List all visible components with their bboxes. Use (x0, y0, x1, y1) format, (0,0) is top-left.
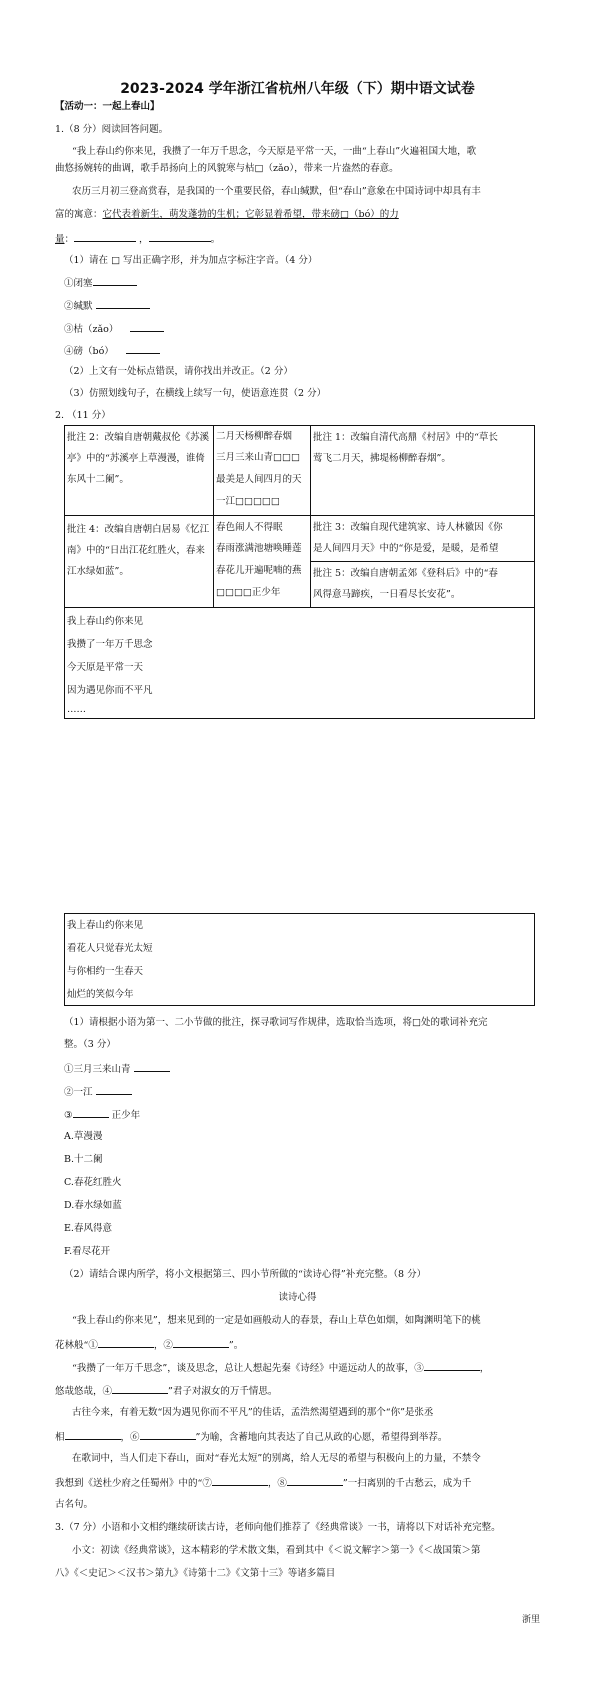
q1-sub1: （1）请在 □ 写出正确字形，并为加点字标注字音。（4 分） (64, 255, 318, 266)
answer-blank[interactable] (173, 1338, 229, 1348)
answer-blank-1[interactable] (74, 232, 136, 242)
option-a: A.草漫漫 (64, 1131, 103, 1142)
notes-para1-line2 (55, 1338, 243, 1352)
cell-line: 春色闹人不得眠 (216, 522, 283, 533)
notes-para4-line3: 古名句。 (55, 1499, 94, 1510)
lyrics-annotation-table (64, 425, 535, 719)
lyrics-stanza-2 (64, 913, 535, 1006)
page-footer: 浙里 (521, 1615, 540, 1625)
notes-title: 读诗心得 (278, 1292, 317, 1303)
notes-para4-line1: 在歌词中，当人们走下春山，面对“春光太短”的别离，给人无尽的希望与积极向上的力量，不禁令 (72, 1453, 481, 1464)
fill-item-1 (64, 1062, 170, 1076)
item-label: ②缄默 (64, 301, 93, 312)
cell-line: 三月三来山青□□□ (216, 452, 300, 463)
activity-heading: 【活动一：一起上春山】 (55, 101, 160, 112)
q1-para2-line3: 量： ， 。 (55, 234, 221, 245)
cell-line: 一江□□□□□ (216, 496, 280, 507)
lyric-line: 与你相约一生春天 (67, 966, 144, 977)
answer-blank[interactable] (73, 1108, 109, 1118)
answer-blank[interactable] (287, 1476, 343, 1486)
notes-text: 我想到《送杜少府之任蜀州》中的“⑦ (55, 1478, 212, 1489)
cell-line: 批注 2：改编自唐朝戴叔伦《苏溪 (67, 432, 210, 443)
page-title: 2023-2024 学年浙江省杭州八年级（下）期中语文试卷 (120, 81, 475, 97)
notes-text: 相 (55, 1432, 65, 1443)
item-label: ④磅（bó） (64, 346, 114, 357)
answer-blank[interactable] (134, 1062, 170, 1072)
q1-item-3 (64, 322, 164, 336)
underlined-sentence: 它代表着新生，萌发蓬勃的生机；它彰显着希望，带来磅□（bó）的力 (102, 209, 399, 220)
answer-blank[interactable] (140, 1430, 196, 1440)
cell-line: 最美是人间四月的天 (216, 474, 302, 485)
answer-blank[interactable] (93, 276, 137, 286)
lyrics-cell-1 (214, 426, 311, 516)
notes-para3-line2 (55, 1430, 447, 1444)
q2-sub1-line1: （1）请根据小语为第一、二小节做的批注，探寻歌词写作规律，选取恰当选项，将□处的歌词补充完 (64, 1017, 488, 1028)
notes-text: 花林般“① (55, 1340, 98, 1351)
notes-para2-line2 (55, 1384, 277, 1398)
option-f: F.看尽花开 (64, 1246, 111, 1257)
lyrics-cell-2 (214, 516, 311, 608)
answer-blank[interactable] (96, 299, 150, 309)
item-label: ①闭塞 (64, 278, 93, 289)
cell-line: 批注 5：改编自唐朝孟郊《登科后》中的“春 (313, 568, 498, 579)
cell-line: 南》中的“日出江花红胜火，春来 (67, 545, 205, 556)
cell-line: 风得意马蹄疾，一日看尽长安花”。 (313, 589, 461, 600)
option-b: B.十二阑 (64, 1154, 103, 1165)
q1-item-4 (64, 344, 160, 358)
notes-para2-line1 (72, 1361, 489, 1375)
answer-blank[interactable] (98, 1338, 154, 1348)
q1-para1-line1: “我上春山约你来见，我攒了一年万千思念，今天原是平常一天，一曲“上春山”火遍祖国大地，歌 (72, 146, 477, 157)
q1-para1-line2: 曲悠扬婉转的曲调，歌手昂扬向上的风貌寒与枯□（zǎo），带来一片盎然的春意。 (55, 163, 399, 174)
notes-text: ”一扫离别的千古愁云，成为千 (342, 1478, 472, 1489)
lyric-line: 我上春山约你来见 (67, 616, 144, 627)
cell-line: 批注 1：改编自清代高鼎《村居》中的“草长 (313, 432, 498, 443)
cell-line: 春花儿开遍呢喃的燕 (216, 565, 302, 576)
q2-heading: 2. （11 分） (55, 410, 111, 421)
cell-line: 莺飞二月天，拂堤杨柳醉春烟”。 (313, 453, 451, 464)
lyric-line: …… (67, 704, 86, 715)
fill-label: ①三月三来山青 (64, 1064, 131, 1075)
notes-text: ”。 (228, 1340, 244, 1351)
q1-heading: 1.（8 分）阅读回答问题。 (55, 124, 169, 135)
q1-para2-line2 (55, 209, 399, 221)
notes-text: ”为喻，含蓄地向其表达了自己从政的心愿，希望得到举荐。 (195, 1432, 448, 1443)
annotation-cell-2 (65, 426, 214, 516)
lyric-line: 因为遇见你而不平凡 (67, 685, 153, 696)
cell-line: 是人间四月天》中的“你是爱，是暖，是希望 (313, 543, 499, 554)
lyric-line: 今天原是平常一天 (67, 662, 144, 673)
fill-label: ②一江 (64, 1087, 93, 1098)
answer-blank[interactable] (130, 322, 164, 332)
cell-line: 亭》中的“苏溪亭上草漫漫，谁倚 (67, 453, 205, 464)
q1-item-2 (64, 299, 150, 313)
notes-para3-line1: 古往今来，有着无数“因为遇见你而不平凡”的佳话，孟浩然渴望遇到的那个“你”是张丞 (72, 1407, 434, 1418)
notes-para1-line1: “我上春山约你来见”，想来见到的一定是如画般动人的春景，春山上草色如烟，如陶渊明笔下的桃 (72, 1315, 481, 1326)
notes-text: ”君子对淑女的万千情思。 (168, 1386, 278, 1397)
notes-text: ， (479, 1363, 490, 1374)
answer-blank[interactable] (65, 1430, 121, 1440)
q2-sub1-line2: 整。（3 分） (64, 1039, 116, 1050)
annotation-cell-3 (311, 516, 534, 562)
annotation-cell-1 (311, 426, 534, 516)
lyric-line: 看花人只觉春光太短 (67, 943, 153, 954)
notes-text: ，⑥ (120, 1432, 140, 1443)
q2-sub2: （2）请结合课内所学，将小文根据第三、四小节所做的“读诗心得”补充完整。（8 分） (64, 1269, 427, 1280)
fill-label: ③ (64, 1110, 73, 1121)
cell-line: 二月天杨柳醉春烟 (216, 431, 293, 442)
q3-para-line2: 八》《＜史记＞＜汉书＞第九》《诗第十二》《文第十三》等诸多篇目 (55, 1568, 336, 1579)
q3-heading: 3.（7 分）小语和小文相约继续研读古诗，老师向他们推荐了《经典常谈》一书，请将以下对话补充完整。 (55, 1522, 501, 1533)
lyric-line: 我攒了一年万千思念 (67, 639, 153, 650)
cell-line: 批注 3：改编自现代建筑家、诗人林徽因《你 (313, 522, 503, 533)
option-e: E.春风得意 (64, 1223, 112, 1234)
fill-label: 正少年 (111, 1110, 141, 1121)
q1-sub2: （2）上文有一处标点错误，请你找出并改正。（2 分） (64, 366, 293, 377)
cell-line: 春雨涨满池塘唤睡莲 (216, 543, 302, 554)
notes-text: ，② (153, 1340, 173, 1351)
lyric-line: 我上春山约你来见 (67, 920, 144, 931)
q1-para2-colon: ： (64, 234, 75, 245)
answer-blank-2[interactable] (149, 232, 211, 242)
q1-sub3: （3）仿照划线句子，在横线上续写一句，使语意连贯（2 分） (64, 388, 327, 399)
cell-line: 批注 4：改编自唐朝白居易《忆江 (67, 524, 210, 535)
notes-text: 悠哉悠哉，④ (55, 1386, 113, 1397)
underlined-sentence-end: 量 (55, 234, 65, 245)
lyric-line: 灿烂的笑似今年 (67, 989, 134, 1000)
fill-item-3 (64, 1108, 140, 1122)
annotation-cell-4 (65, 516, 214, 608)
cell-line: 东风十二阑”。 (67, 474, 129, 485)
notes-text: ，⑧ (267, 1478, 287, 1489)
answer-blank[interactable] (112, 1384, 168, 1394)
q3-para-line1: 小文：初读《经典常谈》，这本精彩的学术散文集，看到其中《＜说文解字＞第一》《＜战国策＞第 (72, 1545, 481, 1556)
q1-para2-line1: 农历三月初三登高赏春，是我国的一个重要民俗，春山缄默，但“春山”意象在中国诗词中却具有丰 (72, 186, 481, 197)
cell-line: □□□□正少年 (216, 587, 281, 598)
answer-blank[interactable] (424, 1361, 480, 1371)
annotation-cell-5 (311, 562, 534, 608)
q1-item-1 (64, 276, 137, 290)
option-c: C.春花红胜火 (64, 1177, 122, 1188)
item-label: ③枯（zǎo） (64, 324, 119, 335)
option-d: D.春水绿如蓝 (64, 1200, 122, 1211)
notes-text: “我攒了一年万千思念”，谈及思念，总让人想起先秦《诗经》中遥远动人的故事，③ (72, 1363, 424, 1374)
notes-para4-line2 (55, 1476, 471, 1490)
cell-line: 江水绿如蓝”。 (67, 566, 129, 577)
lyrics-stanza-1 (65, 608, 534, 718)
fill-item-2 (64, 1085, 132, 1099)
answer-blank[interactable] (96, 1085, 132, 1095)
answer-blank[interactable] (126, 344, 160, 354)
answer-blank[interactable] (212, 1476, 268, 1486)
q1-para2-prefix: 富的寓意： (55, 209, 103, 220)
